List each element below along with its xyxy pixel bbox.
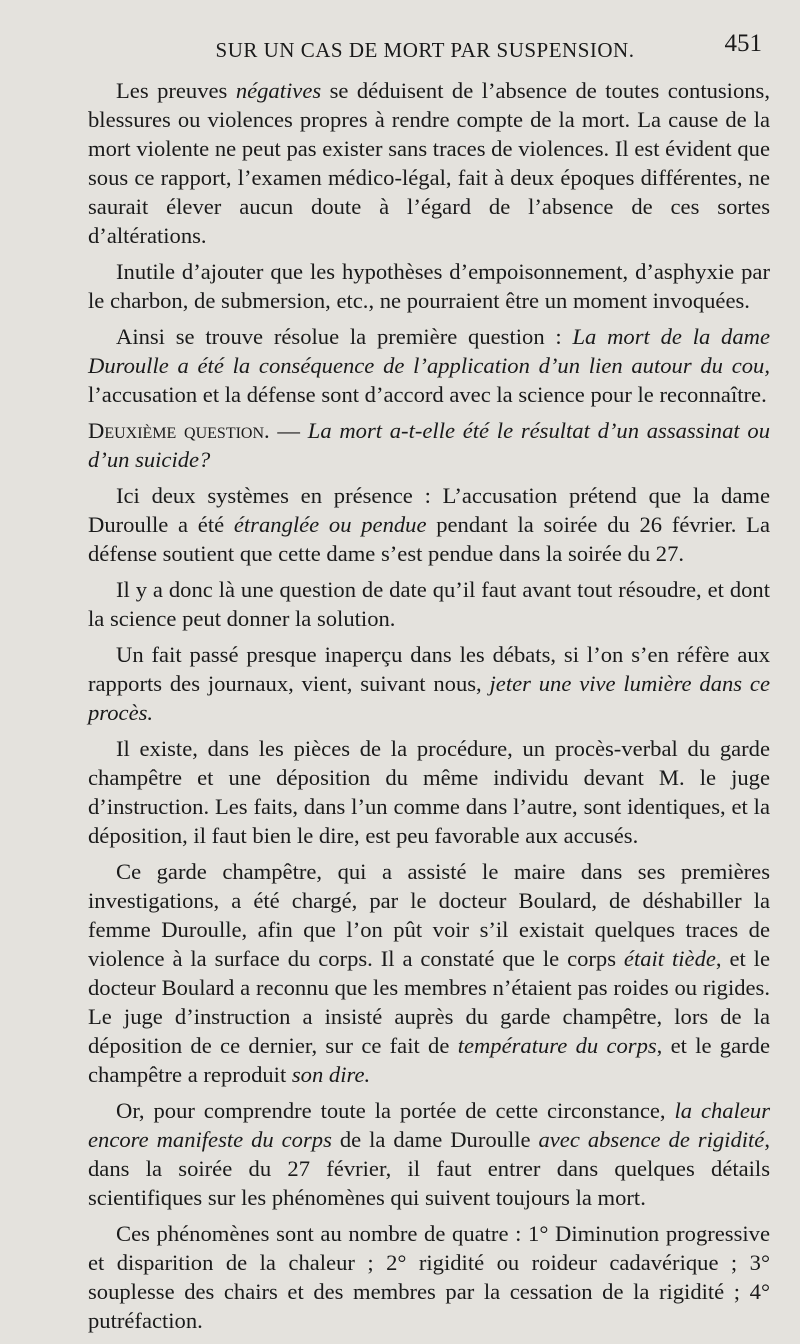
page-header bbox=[88, 30, 762, 70]
paragraph-3: Ainsi se trouve résolue la première question : La mort de la dame Duroulle a été la conséquence de l’application d’un lien autour du cou, l’accusation et la défense sont d’accord avec la science pour le reconnaître. bbox=[88, 324, 770, 407]
page-number: 451 bbox=[724, 30, 762, 57]
paragraph-6: Il y a donc là une question de date qu’il faut avant tout résoudre, et dont la science peut donner la solution. bbox=[88, 577, 770, 631]
paragraph-7: Un fait passé presque inaperçu dans les débats, si l’on s’en réfère aux rapports des journaux, vient, suivant nous, jeter une vive lumière dans ce procès. bbox=[88, 642, 770, 725]
paragraph-1: Les preuves négatives se déduisent de l’absence de toutes contusions, blessures ou violences propres à rendre compte de la mort. La cause de la mort violente ne peut pas exister sans traces de violences. Il est évident que sous ce rapport, l’examen médico-légal, fait à deux époques différentes, ne saurait élever aucun doute à l’égard de l’absence de ces sortes d’altérations. bbox=[88, 78, 770, 248]
paragraph-10: Or, pour comprendre toute la portée de cette circonstance, la chaleur encore manifeste du corps de la dame Duroulle avec absence de rigidité, dans la soirée du 27 février, il faut entrer dans quelques détails scientifiques sur les phénomènes qui suivent toujours la mort. bbox=[88, 1098, 770, 1210]
running-title: SUR UN CAS DE MORT PAR SUSPENSION. bbox=[215, 37, 635, 62]
question-heading: Deuxième question. — La mort a-t-elle été le résultat d’un assassinat ou d’un suicide? bbox=[88, 418, 770, 472]
paragraph-2: Inutile d’ajouter que les hypothèses d’empoisonnement, d’asphyxie par le charbon, de submersion, etc., ne pourraient être un moment invoquées. bbox=[88, 259, 770, 313]
paragraph-8: Il existe, dans les pièces de la procédure, un procès-verbal du garde champêtre et une déposition du même individu devant M. le juge d’instruction. Les faits, dans l’un comme dans l’autre, sont identiques, et la déposition, il faut bien le dire, est peu favorable aux accusés. bbox=[88, 736, 770, 848]
body-text bbox=[88, 76, 770, 1342]
paragraph-11: Ces phénomènes sont au nombre de quatre : 1° Diminution progressive et disparition de la chaleur ; 2° rigidité ou roideur cadavérique ; 3° souplesse des chairs et des membres par la cessation de la rigidité ; 4° putréfaction. bbox=[88, 1221, 770, 1333]
paragraph-9: Ce garde champêtre, qui a assisté le maire dans ses premières investigations, a été chargé, par le docteur Boulard, de déshabiller la femme Duroulle, afin que l’on pût voir s’il existait quelques traces de violence à la surface du corps. Il a constaté que le corps était tiède, et le docteur Boulard a reconnu que les membres n’étaient pas roides ou rigides. Le juge d’instruction a insisté auprès du garde champêtre, lors de la déposition de ce dernier, sur ce fait de température du corps, et le garde champêtre a reproduit son dire. bbox=[88, 859, 770, 1087]
paragraph-5: Ici deux systèmes en présence : L’accusation prétend que la dame Duroulle a été étranglée ou pendue pendant la soirée du 26 février. La défense soutient que cette dame s’est pendue dans la soirée du 27. bbox=[88, 483, 770, 566]
